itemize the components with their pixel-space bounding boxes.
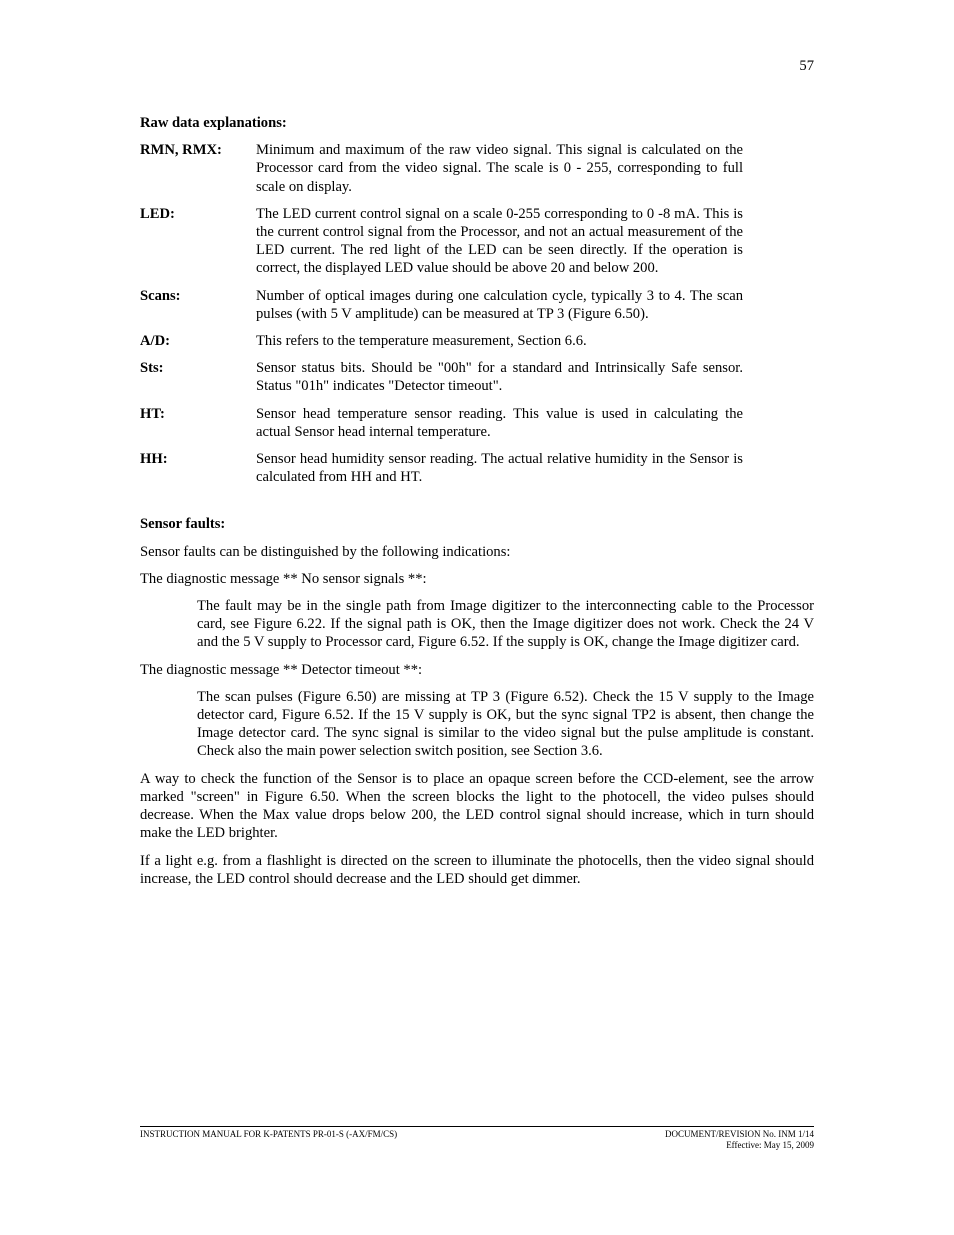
definition-term-rmn-rmx: RMN, RMX: xyxy=(140,142,222,159)
definition-row xyxy=(140,287,743,323)
sensor-check-paragraph: A way to check the function of the Sensor is to place an opaque screen before the CCD-element, see the arrow marked "screen" in Figure 6.50. When the screen blocks the light to the photocell, the video pulses should decrease. When the Max value drops below 200, the LED control signal should increase, which in turn should make the LED brighter. xyxy=(140,770,814,842)
definition-term-led: LED: xyxy=(140,205,175,222)
definition-row xyxy=(140,332,743,350)
definition-desc-ht: Sensor head temperature sensor reading. This value is used in calculating the actual Sensor head internal temperature. xyxy=(256,405,743,440)
definition-row xyxy=(140,359,743,395)
sensor-faults-intro: Sensor faults can be distinguished by the following indications: xyxy=(140,543,511,560)
definition-desc-ad: This refers to the temperature measurement, Section 6.6. xyxy=(256,333,587,350)
definition-term-sts: Sts: xyxy=(140,360,164,377)
diagnostic-message-no-signals-label: The diagnostic message ** No sensor signals **: xyxy=(140,570,427,587)
definition-desc-scans: Number of optical images during one calculation cycle, typically 3 to 4. The scan pulses (with 5 V amplitude) can be measured at TP 3 (Figure 6.50). xyxy=(256,287,743,322)
definition-term-hh: HH: xyxy=(140,451,168,468)
footer-divider xyxy=(140,1126,814,1127)
definition-desc-led: The LED current control signal on a scale 0-255 corresponding to 0 -8 mA. This is the current control signal from the Processor, and not an actual measurement of the LED current. The red light of the LED can be seen directly. If the operation is correct, the displayed LED value should be above 20 and below 200. xyxy=(256,205,743,277)
footer-document-info xyxy=(665,1129,814,1151)
raw-data-heading: Raw data explanations: xyxy=(140,115,287,131)
definition-term-scans: Scans: xyxy=(140,287,181,304)
sensor-faults-heading: Sensor faults: xyxy=(140,516,226,533)
page-content xyxy=(140,114,814,897)
section-spacer xyxy=(140,495,814,515)
diagnostic-message-detector-timeout-label: The diagnostic message ** Detector timeout **: xyxy=(140,661,423,678)
definition-row xyxy=(140,405,743,441)
diagnostic-message-detector-timeout-text: The scan pulses (Figure 6.50) are missing at TP 3 (Figure 6.52). Check the 15 V supply to the Image detector card, Figure 6.52. If the 15 V supply is OK, but the sync signal TP2 is absent, then change the Image detector card. The sync signal is similar to the video signal but the pulse amplitude is constant. Check also the main power selection switch position, see Section 3.6. xyxy=(197,688,814,760)
definition-desc-sts: Sensor status bits. Should be "00h" for a standard and Intrinsically Safe sensor. Status "01h" indicates "Detector timeout". xyxy=(256,360,743,395)
diagnostic-message-no-signals-text: The fault may be in the single path from Image digitizer to the interconnecting cable to the Processor card, see Figure 6.22. If the signal path is OK, then the Image digitizer does not work. Check the 24 V and the 5 V supply to Processor card, Figure 6.52. If the supply is OK, change the Image digitizer card. xyxy=(197,598,814,651)
page-number: 57 xyxy=(799,58,814,74)
definition-desc-hh: Sensor head humidity sensor reading. The actual relative humidity in the Sensor is calculated from HH and HT. xyxy=(256,451,743,486)
definition-term-ad: A/D: xyxy=(140,333,170,350)
definition-row xyxy=(140,450,743,486)
definition-desc-rmn-rmx: Minimum and maximum of the raw video signal. This signal is calculated on the Processor card from the video signal. The scale is 0 - 255, corresponding to full scale on display. xyxy=(256,142,743,195)
definition-row xyxy=(140,141,743,196)
definition-term-ht: HT: xyxy=(140,405,165,422)
footer-effective-date: Effective: May 15, 2009 xyxy=(726,1140,814,1150)
footer-revision: DOCUMENT/REVISION No. INM 1/14 xyxy=(665,1129,814,1139)
definition-row xyxy=(140,205,743,278)
raw-data-definition-list xyxy=(140,141,743,486)
flashlight-paragraph: If a light e.g. from a flashlight is directed on the screen to illuminate the photocells, then the video signal should increase, the LED control should decrease and the LED should get dimmer. xyxy=(140,852,814,887)
footer-manual-title: INSTRUCTION MANUAL FOR K-PATENTS PR-01-S (-AX/FM/CS) xyxy=(140,1129,398,1139)
